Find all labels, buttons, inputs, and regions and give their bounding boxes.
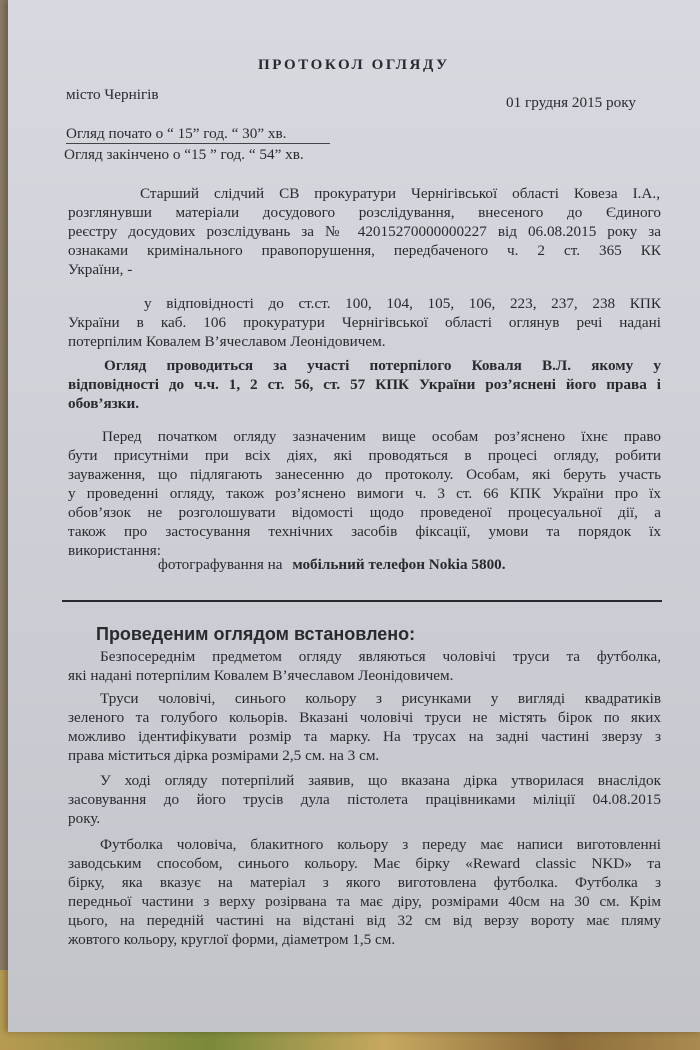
intro-line: реєстру досудових розслідувань за № 42015270000000227 від 06.08.2015 року за xyxy=(68,223,661,240)
rights-line: обов’язок не розголошувати відомості щодо проведеної процесуальної дії, а xyxy=(68,504,661,521)
rights-line: бути присутніми при всіх діях, які проводяться в процесі огляду, робити xyxy=(68,447,661,464)
intro-line: ознаками кримінального правопорушення, передбаченого ч. 2 ст. 365 КК xyxy=(68,242,661,259)
start-time-underline xyxy=(66,143,330,144)
findings-line: можливо ідентифікувати розмір та марку. На трусах на задні частині зверзу з xyxy=(68,728,661,745)
findings-line: Безпосереднім предметом огляду являються чоловічі труси та футболка, xyxy=(100,648,661,665)
rights-line: у проведенні огляду, також роз’яснено вимоги ч. 3 ст. 66 КПК України про їх xyxy=(68,485,661,502)
rights-line: Перед початком огляду зазначеним вище особам роз’яснено їхнє право xyxy=(102,428,661,445)
basis-line: України в каб. 106 прокуратури Чернігівської області оглянув речі надані xyxy=(68,314,661,331)
participant-line: Огляд проводиться за участі потерпілого Коваля В.Л. якому у xyxy=(104,357,661,374)
rights-line: використання: xyxy=(68,542,161,559)
findings-line: У ході огляду потерпілий заявив, що вказана дірка утворилася внаслідок xyxy=(100,772,661,789)
findings-line: які надані потерпілим Ковалем В’ячеславом Леонідовичем. xyxy=(68,667,454,684)
participant-line: обов’язки. xyxy=(68,395,140,412)
findings-line: Труси чоловічі, синього кольору з рисунками у вигляді квадратиків xyxy=(100,690,661,707)
start-time: Огляд почато о “ 15” год. “ 30” хв. xyxy=(66,125,287,142)
findings-line: права міститься дірка розмірами 2,5 см. на 3 см. xyxy=(68,747,380,764)
findings-line: заводським способом, синього кольору. Має бірку «Reward classic NKD» та xyxy=(68,855,661,872)
basis-line: потерпілим Ковалем В’ячеславом Леонідовичем. xyxy=(68,333,386,350)
end-time: Огляд закінчено о “15 ” год. “ 54” хв. xyxy=(64,146,304,163)
photo-method xyxy=(158,556,506,574)
findings-line: передньої частини з верху розірвана та має діру, розмірами 40см на 30 см. Крім xyxy=(68,893,661,910)
city-label: місто Чернігів xyxy=(66,86,159,103)
document-date: 01 грудня 2015 року xyxy=(506,94,636,111)
photo-device: мобільний телефон Nokia 5800. xyxy=(292,556,506,573)
findings-line: бірку, яка вказує на матеріал з якого виготовлена футболка. Футболка з xyxy=(68,874,661,891)
rights-line: зауваження, що підлягають занесенню до протоколу. Особам, які беруть участь xyxy=(68,466,661,483)
document-title: ПРОТОКОЛ ОГЛЯДУ xyxy=(258,57,450,73)
findings-line: зеленого та голубого кольорів. Вказані чоловічі труси не містять бірок по яких xyxy=(68,709,661,726)
section-divider xyxy=(62,600,662,602)
photo-prefix: фотографування на xyxy=(158,556,283,573)
intro-line: Старший слідчий СВ прокуратури Чернігівської області Ковеза І.А., xyxy=(140,185,660,202)
basis-line: у відповідності до ст.ст. 100, 104, 105, 106, 223, 237, 238 КПК xyxy=(144,295,661,312)
findings-line: засовування до його трусів дула пістолета працівниками міліції 04.08.2015 xyxy=(68,791,661,808)
findings-heading: Проведеним оглядом встановлено: xyxy=(96,624,416,644)
rights-line: також про застосування технічних засобів фіксації, умови та порядок їх xyxy=(68,523,661,540)
findings-line: Футболка чоловіча, блакитного кольору з переду має написи виготовленні xyxy=(100,836,661,853)
participant-line: відповідності до ч.ч. 1, 2 ст. 56, ст. 57 КПК України роз’яснені його права і xyxy=(68,376,661,393)
intro-line: розглянувши матеріали досудового розслідування, внесеного до Єдиного xyxy=(68,204,661,221)
intro-line: України, - xyxy=(68,261,133,278)
findings-line: року. xyxy=(68,810,101,827)
findings-line: цього, на передній частині на відстані від 32 см від верзу вороту має пляму xyxy=(68,912,661,929)
findings-line: жовтого кольору, круглої форми, діаметром 1,5 см. xyxy=(68,931,396,948)
